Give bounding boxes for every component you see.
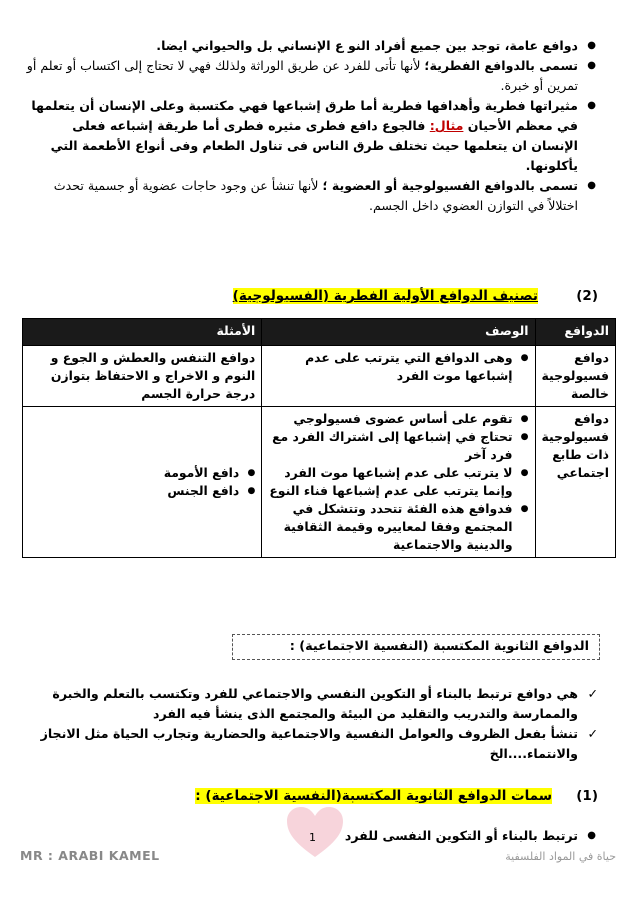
- description-cell: [262, 407, 535, 558]
- bullet-text: لأنها تأتى للفرد عن طريق الوراثة ولذلك فهي لا تحتاج إلى اكتساب أو تعلم أو تمرين أو خبرة.: [26, 58, 578, 93]
- secondary-motives-box: الدوافع الثانوية المكتسبة (النفسية الاجتماعية) :: [232, 634, 600, 660]
- list-item: [24, 56, 598, 96]
- table-row: [23, 407, 616, 558]
- list-item: ● فدوافع هذه الفئة تتحدد وتتشكل في المجتمع وفقا لمعاييره وقيمة الثقافية والدينية والاجتماعية: [268, 500, 512, 554]
- section-title: [195, 788, 552, 804]
- bullet-bold-text: مثيراتها فطرية وأهدافها فطرية أما طرق إشباعها فهي مكتسبة وعلى الإنسان أن يتعلمها في معظم الأحيان: [31, 98, 578, 133]
- example-label: مثال:: [429, 118, 464, 133]
- section-title-text: تصنيف الدوافع الأولية الفطرية (الفسيولوجية): [232, 288, 538, 304]
- author-name: MR : ARABI KAMEL: [20, 848, 160, 863]
- list-item: [24, 96, 598, 176]
- list-item: ● دافع الجنس: [29, 482, 239, 500]
- bullet-bold-text: فالجوع دافع فطرى مثيره فطرى أما طريقة إشباعه فعلى الإنسان ان يتعلمها حيث تختلف طرق الناس فى تناول الطعام وفى أنواع الأطعمة التي يأكلونها.: [50, 118, 578, 173]
- examples-cell: دوافع التنفس والعطش و الجوع و النوم و الاخراج و الاحتفاظ بتوازن درجة حرارة الجسم: [23, 346, 262, 407]
- bullet-bold-text: تسمى بالدوافع الفطرية؛: [424, 58, 578, 73]
- page-number: 1: [309, 831, 316, 844]
- list-item: ● لا يترتب على عدم إشباعها موت الفرد وإنما يترتب على عدم إشباعها فناء النوع: [268, 464, 512, 500]
- check-item-text: تنشأ بفعل الظروف والعوامل النفسية والاجتماعية والحضارية وتجارب الحياة مثل الانجاز والانتماء....الخ: [40, 726, 578, 761]
- list-item: [24, 724, 598, 764]
- section-number: (2): [576, 288, 598, 304]
- table-header-row: [23, 319, 616, 346]
- motive-cell: دوافع فسيولوجية ذات طابع اجتماعي: [535, 407, 615, 558]
- description-cell: [262, 346, 535, 407]
- section-title-text: سمات الدوافع الثانوية المكتسبة(النفسية الاجتماعية) :: [195, 788, 552, 804]
- table-row: [23, 346, 616, 407]
- section-title: [233, 288, 538, 304]
- list-item: [24, 36, 598, 56]
- list-item: [24, 684, 598, 724]
- check-list: [24, 684, 598, 764]
- column-header: الدوافع: [535, 319, 615, 346]
- bullet-text: لأنها تنشأ عن وجود حاجات عضوية أو جسمية تحدث اختلالاً في التوازن العضوي داخل الجسم.: [53, 178, 578, 213]
- column-header: الأمثلة: [23, 319, 262, 346]
- motives-table: [22, 318, 616, 558]
- examples-cell: [23, 407, 262, 558]
- list-item: ● دافع الأمومة: [29, 464, 239, 482]
- bullet-text: دوافع عامة، توجد بين جميع أفراد النو ع الإنساني بل والحيواني ايضا.: [156, 38, 578, 53]
- intro-bullet-list: [24, 36, 598, 216]
- check-item-text: هي دوافع ترتبط بالبناء أو التكوين النفسي والاجتماعي للفرد وتكتسب بالتعلم والخبرة والممارسة والتدريب والتقليد من البيئة والمجتمع الذى ينشأ فيه الفرد: [52, 686, 578, 721]
- list-item: ● تحتاج في إشباعها إلى اشتراك الفرد مع فرد آخر: [268, 428, 512, 464]
- column-header: الوصف: [262, 319, 535, 346]
- checkmark-icon: ✓: [587, 726, 598, 741]
- bullet-bold-text: تسمى بالدوافع الفسيولوجية أو العضوية ؛: [322, 178, 578, 193]
- list-item: [24, 176, 598, 216]
- section-number: (1): [576, 788, 598, 804]
- bullet-text: ترتبط بالبناء أو التكوين النفسى للفرد: [344, 828, 578, 843]
- motive-cell: دوافع فسيولوجية خالصة: [535, 346, 615, 407]
- checkmark-icon: ✓: [587, 686, 598, 701]
- list-item: ● تقوم على أساس عضوى فسيولوجي: [268, 410, 512, 428]
- list-item: ● وهى الدوافع التي يترتب على عدم إشباعها موت الفرد: [268, 349, 512, 385]
- footer-brand: حياة في المواد الفلسفية: [505, 850, 616, 863]
